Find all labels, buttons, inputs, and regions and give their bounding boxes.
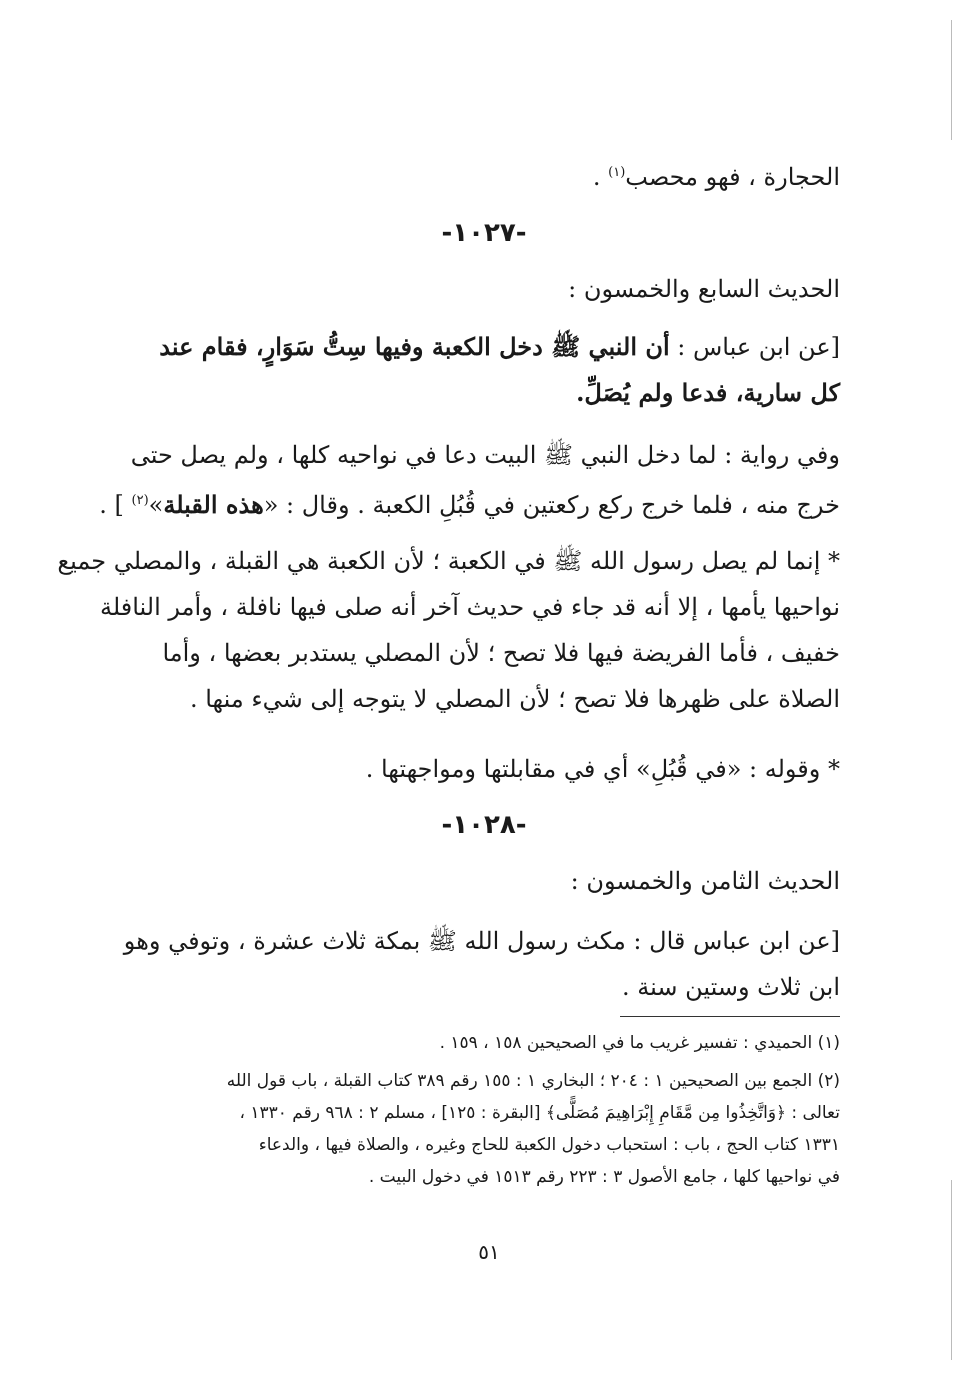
text-line-1: الحجارة ، فهو محصب$^{(١)}$ . (592, 163, 840, 191)
footnote-2-line-2: تعالى : ﴿وَاتَّخِذُوا مِن مَّقَامِ إِبْرَاهِيمَ مُصَلًّى﴾ [البقرة : ١٢٥] ، مسلم ٢ : ٩٦٨ رقم ١٣٣٠ ، (239, 1103, 840, 1123)
footnote-1: (١) الحميدي : تفسير غريب ما في الصحيحين ١٥٨ ، ١٥٩ . (439, 1033, 840, 1053)
text-line-2: [عن ابن عباس : أن النبي ﷺ دخل الكعبة وفيها سِتُّ سَوَارٍ، فقام عند (159, 332, 840, 361)
footnote-2-line-3: ١٣٣١ كتاب الحج ، باب : استحباب دخول الكعبة للحاج وغيره ، والصلاة فيها ، والدعاء (258, 1135, 840, 1155)
text-line-6: * إنما لم يصل رسول الله ﷺ في الكعبة ؛ لأن الكعبة هي القبلة ، والمصلي جميع (57, 547, 840, 575)
scan-edge-mark-bottom (951, 1180, 952, 1360)
footnote-ref-1: (١) (608, 165, 626, 180)
hadith-heading-57: الحديث السابع والخمسون : (568, 275, 840, 303)
footnote-2-line-4: في نواحيها كلها ، جامع الأصول ٣ : ٢٢٣ رقم ١٥١٣ في دخول البيت . (368, 1167, 840, 1187)
page-number: ٥١ (478, 1240, 500, 1264)
text-line-7: نواحيها يأمها ، إلا أنه قد جاء في حديث آخر أنه صلى فيها نافلة ، وأمر النافلة (99, 593, 840, 621)
scan-edge-mark-top (951, 20, 952, 140)
text-line-10: * وقوله : «في قُبُلِ» أي في مقابلتها ومواجهتها . (365, 755, 840, 783)
text-line-12: ابن ثلاث وستين سنة . (621, 973, 840, 1001)
hadith-number-1028: -١٠٢٨- (441, 810, 527, 840)
text-line-8: خفيف ، فأما الفريضة فيها فلا تصح ؛ لأن المصلي يستدبر بعضها ، وأما (162, 639, 840, 667)
text-line-5: خرج منه ، فلما خرج ركع ركعتين في قُبُلِ الكعبة . وقال : «هذه القبلة»$^{(٢)}$ ] . (99, 490, 840, 519)
text-line-9: الصلاة على ظهرها فلا تصح ؛ لأن المصلي لا يتوجه إلى شيء منها . (189, 685, 840, 713)
footnote-separator (620, 1016, 840, 1017)
text-line-11: [عن ابن عباس قال : مكث رسول الله ﷺ بمكة ثلاث عشرة ، وتوفي وهو (123, 927, 840, 955)
text-line-4: وفي رواية : لما دخل النبي ﷺ البيت دعا في نواحيه كلها ، ولم يصل حتى (130, 441, 840, 469)
hadith-number-1027: -١٠٢٧- (441, 218, 527, 248)
text-line-3: كل سارية، فدعا ولم يُصَلِّ. (576, 378, 840, 407)
hadith-heading-58: الحديث الثامن والخمسون : (570, 867, 840, 895)
footnote-ref-2: (٢) (131, 493, 149, 508)
footnote-2-line-1: (٢) الجمع بين الصحيحين ١ : ٢٠٤ ؛ البخاري ١ : ١٥٥ رقم ٣٨٩ كتاب القبلة ، باب قول الله (226, 1071, 840, 1091)
